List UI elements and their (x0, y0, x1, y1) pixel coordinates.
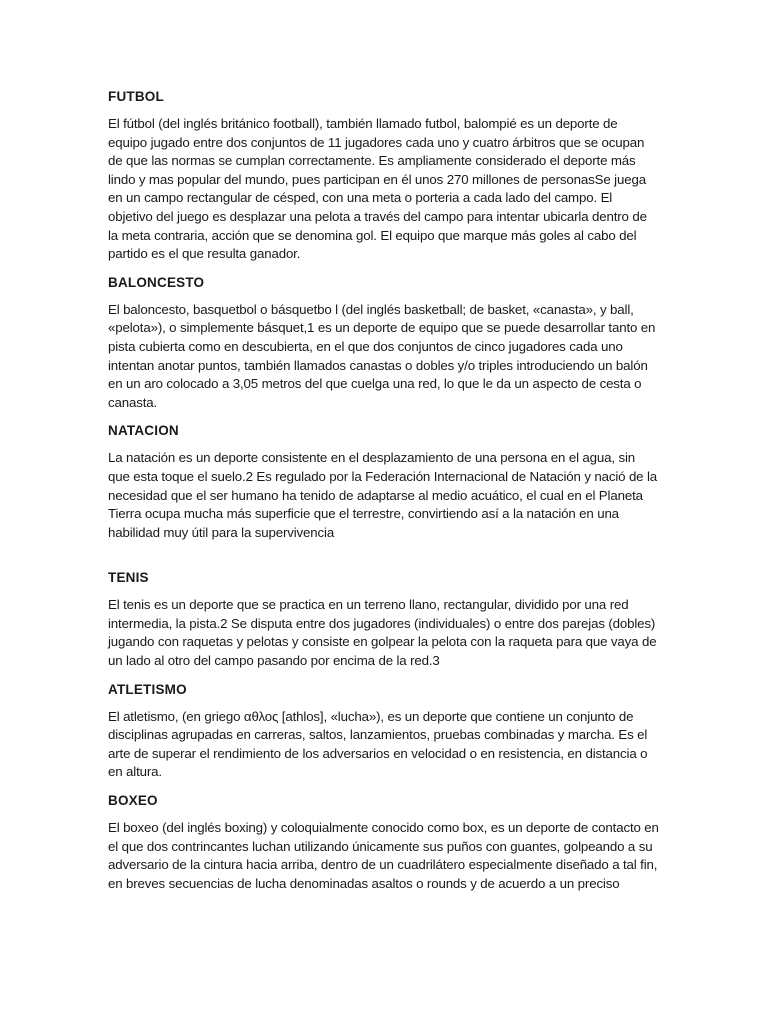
section-body-baloncesto: El baloncesto, basquetbol o básquetbo l (del inglés basketball; de basket, «canasta», y ball, «pelota»), o simplemente básquet,1 es un deporte de equipo que se puede desarrollar tanto en pista cubierta como en descubierta, en el que dos conjuntos de cinco jugadores cada uno intentan anotar puntos, también llamados canastas o dobles y/o triples introduciendo un balón en un aro colocado a 3,05 metros del que cuelga una red, lo que le da un aspecto de cesta o canasta. (108, 301, 656, 410)
section-body-futbol: El fútbol (del inglés británico football), también llamado futbol, balompié es un deporte de equipo jugado entre dos conjuntos de 11 jugadores cada uno y cuatro árbitros que se ocupan de que las normas se cumplan correctamente. Es ampliamente considerado el deporte más lindo y mas popular del mundo, pues participan en él unos 270 millones de personasSe juega en un campo rectangular de césped, con una meta o porteria a cada lado del campo. El objetivo del juego es desplazar una pelota a través del campo para intentar ubicarla dentro de la meta contraria, acción que se denomina gol. El equipo que marque más goles al cabo del partido es el que resulta ganador. (108, 116, 647, 262)
paragraph-spacer (108, 552, 660, 569)
section-body-atletismo: El atletismo, (en griego αθλος [athlos], «lucha»), es un deporte que contiene un conjunto de disciplinas agrupadas en carreras, saltos, lanzamientos, pruebas combinadas y marcha. Es el arte de superar el rendimiento de los adversarios en velocidad o en resistencia, en distancia o en altura. (108, 708, 648, 780)
section-body-boxeo: El boxeo (del inglés boxing) y coloquialmente conocido como box, es un deporte de contacto en el que dos contrincantes luchan utilizando únicamente sus puños con guantes, golpeando a su adversario de la cintura hacia arriba, dentro de un cuadrilátero especialmente diseñado a tal fin, en breves secuencias de lucha denominadas asaltos o rounds y de acuerdo a un preciso (108, 820, 659, 891)
document-content (108, 88, 660, 903)
section-title-natacion: NATACION (108, 423, 179, 439)
section-title-futbol: FUTBOL (108, 89, 164, 104)
section-title-tenis: TENIS (108, 570, 149, 586)
section-body-natacion: La natación es un deporte consistente en el desplazamiento de una persona en el agua, sin que esta toque el suelo.2 Es regulado por la Federación Internacional de Natación y nació de la necesidad que el ser humano ha tenido de adaptarse al medio acuático, el cual en el Planeta Tierra ocupa mucha más superficie que el terrestre, convirtiendo así a la natación en una habilidad muy útil para la supervivencia (108, 450, 658, 540)
section-title-baloncesto: BALONCESTO (108, 274, 205, 290)
section-body-tenis: El tenis es un deporte que se practica en un terreno llano, rectangular, dividido por una red intermedia, la pista.2 Se disputa entre dos jugadores (individuales) o entre dos parejas (dobles) jugando con raquetas y pelotas y consiste en golpear la pelota con la raqueta para que vaya de un lado al otro del campo pasando por encima de la red.3 (108, 597, 657, 669)
section-title-atletismo: ATLETISMO (108, 681, 187, 697)
section-title-boxeo: BOXEO (108, 793, 158, 809)
